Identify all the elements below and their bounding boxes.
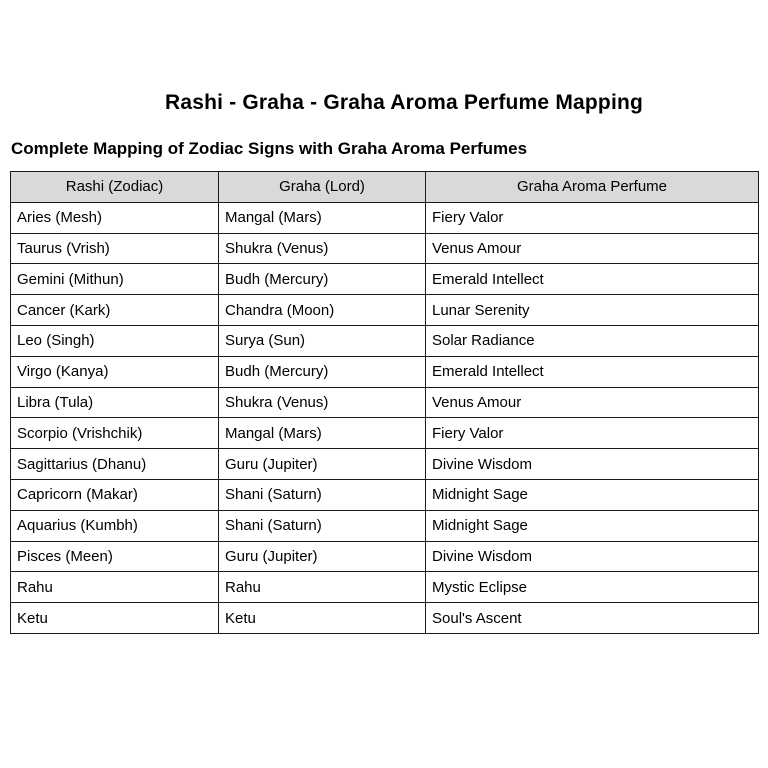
table-cell: Midnight Sage — [426, 510, 759, 541]
table-row — [11, 449, 759, 480]
table-row — [11, 479, 759, 510]
table-header — [11, 172, 759, 203]
table-row — [11, 356, 759, 387]
table-cell: Rahu — [219, 572, 426, 603]
table-cell: Lunar Serenity — [426, 295, 759, 326]
table-row — [11, 572, 759, 603]
table-cell: Capricorn (Makar) — [11, 479, 219, 510]
table-row — [11, 541, 759, 572]
table-row — [11, 387, 759, 418]
table-cell: Ketu — [11, 603, 219, 634]
table-cell: Chandra (Moon) — [219, 295, 426, 326]
table-cell: Gemini (Mithun) — [11, 264, 219, 295]
table-row — [11, 202, 759, 233]
column-header-rashi: Rashi (Zodiac) — [11, 172, 219, 203]
page-subtitle: Complete Mapping of Zodiac Signs with Graha Aroma Perfumes — [11, 139, 528, 158]
column-header-graha: Graha (Lord) — [219, 172, 426, 203]
table-row — [11, 510, 759, 541]
table-cell: Shukra (Venus) — [219, 233, 426, 264]
table-cell: Divine Wisdom — [426, 449, 759, 480]
table-row — [11, 418, 759, 449]
page-title: Rashi - Graha - Graha Aroma Perfume Mapping — [164, 91, 644, 114]
table-cell: Venus Amour — [426, 387, 759, 418]
table-cell: Sagittarius (Dhanu) — [11, 449, 219, 480]
table-row — [11, 233, 759, 264]
table-cell: Emerald Intellect — [426, 264, 759, 295]
table-cell: Leo (Singh) — [11, 325, 219, 356]
table-cell: Mangal (Mars) — [219, 202, 426, 233]
table-cell: Guru (Jupiter) — [219, 541, 426, 572]
table-cell: Aries (Mesh) — [11, 202, 219, 233]
table-cell: Guru (Jupiter) — [219, 449, 426, 480]
table-cell: Fiery Valor — [426, 202, 759, 233]
table-cell: Emerald Intellect — [426, 356, 759, 387]
table-cell: Divine Wisdom — [426, 541, 759, 572]
table-header-row — [11, 172, 759, 203]
table-cell: Shukra (Venus) — [219, 387, 426, 418]
table-cell: Mangal (Mars) — [219, 418, 426, 449]
table-cell: Solar Radiance — [426, 325, 759, 356]
table-cell: Surya (Sun) — [219, 325, 426, 356]
table-cell: Mystic Eclipse — [426, 572, 759, 603]
table-cell: Midnight Sage — [426, 479, 759, 510]
table-cell: Shani (Saturn) — [219, 510, 426, 541]
rashi-graha-mapping-table — [10, 171, 759, 634]
column-header-perfume: Graha Aroma Perfume — [426, 172, 759, 203]
table-row — [11, 325, 759, 356]
table-cell: Libra (Tula) — [11, 387, 219, 418]
table-cell: Rahu — [11, 572, 219, 603]
table-row — [11, 264, 759, 295]
table-cell: Budh (Mercury) — [219, 356, 426, 387]
table-cell: Ketu — [219, 603, 426, 634]
table-cell: Shani (Saturn) — [219, 479, 426, 510]
table-body — [11, 202, 759, 633]
table-cell: Scorpio (Vrishchik) — [11, 418, 219, 449]
table-row — [11, 603, 759, 634]
table-cell: Soul's Ascent — [426, 603, 759, 634]
table-row — [11, 295, 759, 326]
table-cell: Fiery Valor — [426, 418, 759, 449]
table-cell: Virgo (Kanya) — [11, 356, 219, 387]
table-cell: Aquarius (Kumbh) — [11, 510, 219, 541]
table-cell: Cancer (Kark) — [11, 295, 219, 326]
table-cell: Venus Amour — [426, 233, 759, 264]
table-cell: Taurus (Vrish) — [11, 233, 219, 264]
table-cell: Budh (Mercury) — [219, 264, 426, 295]
table-cell: Pisces (Meen) — [11, 541, 219, 572]
